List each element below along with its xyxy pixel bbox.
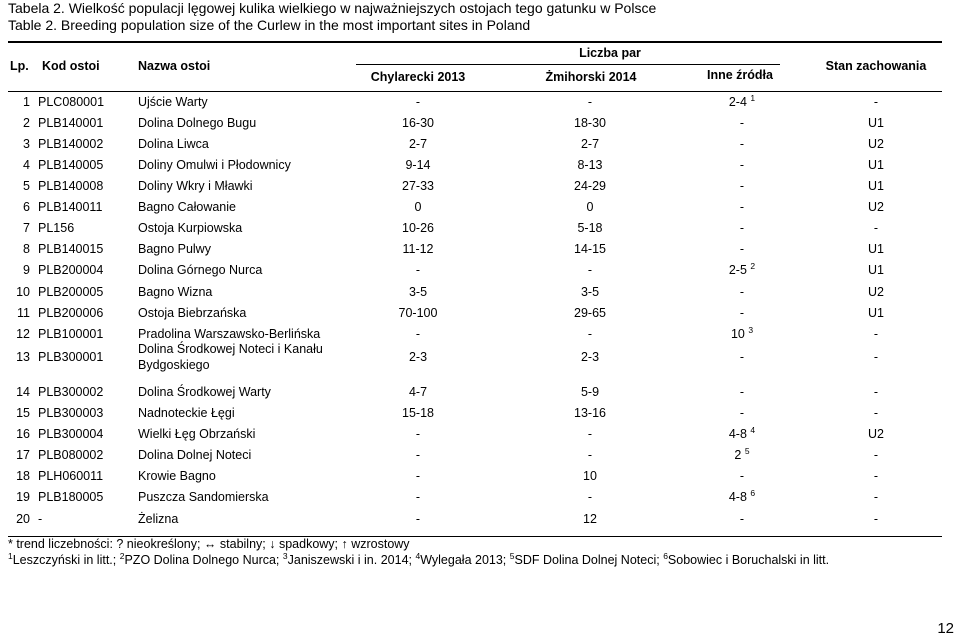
page-number: 12 (937, 620, 954, 637)
cell-lp: 13 (16, 350, 30, 364)
cell-stan-zachowania: - (873, 327, 879, 341)
footnote-marker: 4 (750, 424, 756, 435)
cell-inne-zrodla (700, 385, 784, 399)
inne-value: - (739, 385, 745, 399)
cell-chylarecki-2013: - (415, 263, 421, 277)
cell-inne-zrodla (700, 200, 784, 214)
footnote-marker: 5 (744, 445, 750, 456)
cell-lp: 7 (23, 221, 30, 235)
cell-stan-zachowania: U1 (868, 263, 884, 277)
cell-inne-zrodla (700, 350, 784, 364)
inne-value: - (739, 116, 745, 130)
cell-zmihorski-2014: 13-16 (574, 406, 606, 420)
cell-nazwa-ostoi: Dolina Liwca (138, 137, 209, 151)
cell-kod-ostoi: PLB300002 (38, 385, 104, 399)
cell-chylarecki-2013: 0 (414, 200, 422, 214)
cell-chylarecki-2013: 16-30 (402, 116, 434, 130)
cell-inne-zrodla (700, 406, 784, 420)
cell-inne-zrodla (700, 469, 784, 483)
table-caption-pl: Tabela 2. Wielkość populacji lęgowej kulika wielkiego w najważniejszych ostojach tego gatunku w Polsce (8, 0, 657, 16)
cell-inne-zrodla (700, 92, 784, 109)
inne-value: - (739, 469, 745, 483)
cell-stan-zachowania: U1 (868, 242, 884, 256)
cell-chylarecki-2013: 27-33 (402, 179, 434, 193)
footnote-source: Janiszewski i in. 2014; (287, 553, 412, 567)
cell-chylarecki-2013: - (415, 95, 421, 109)
cell-inne-zrodla (700, 158, 784, 172)
inne-value: 4-8 (728, 427, 747, 441)
footnote-trend: * trend liczebności: ? nieokreślony; ↔ stabilny; ↓ spadkowy; ↑ wzrostowy (8, 537, 410, 551)
footnote-marker: 2 (119, 550, 125, 561)
cell-lp: 15 (16, 406, 30, 420)
footnote-sources (8, 550, 830, 568)
cell-zmihorski-2014: - (587, 263, 593, 277)
cell-nazwa-ostoi: Żelizna (138, 512, 179, 526)
cell-inne-zrodla (700, 285, 784, 299)
cell-kod-ostoi: PLH060011 (38, 469, 104, 483)
cell-stan-zachowania: - (873, 350, 879, 364)
cell-stan-zachowania: U1 (868, 306, 884, 320)
cell-inne-zrodla (700, 221, 784, 235)
cell-stan-zachowania: - (873, 469, 879, 483)
cell-kod-ostoi: PLB140011 (38, 200, 103, 214)
cell-kod-ostoi: PLB200004 (38, 263, 104, 277)
cell-lp: 10 (16, 285, 30, 299)
footnote-source: SDF Dolina Dolnej Noteci; (514, 553, 660, 567)
cell-lp: 11 (17, 306, 30, 320)
cell-stan-zachowania: U1 (868, 158, 884, 172)
inne-value: - (739, 242, 745, 256)
cell-chylarecki-2013: 15-18 (402, 406, 434, 420)
cell-inne-zrodla (700, 137, 784, 151)
cell-lp: 1 (23, 95, 30, 109)
table-caption-en: Table 2. Breeding population size of the Curlew in the most important sites in Poland (8, 17, 531, 33)
cell-lp: 3 (23, 137, 30, 151)
inne-value: 2-4 (728, 95, 747, 109)
inne-value: - (739, 137, 745, 151)
cell-zmihorski-2014: - (587, 448, 593, 462)
footnote-marker: 4 (415, 550, 421, 561)
inne-value: - (739, 158, 745, 172)
cell-nazwa-ostoi: Dolina Środkowej Warty (138, 385, 271, 399)
cell-chylarecki-2013: - (415, 427, 421, 441)
cell-chylarecki-2013: 4-7 (408, 385, 428, 399)
cell-chylarecki-2013: - (415, 448, 421, 462)
footnote-source: Leszczyński in litt.; (12, 553, 117, 567)
footnote-marker: 6 (663, 550, 668, 561)
cell-lp: 8 (23, 242, 30, 256)
footnote-marker: 1 (750, 92, 756, 103)
cell-zmihorski-2014: 18-30 (574, 116, 606, 130)
cell-inne-zrodla (700, 116, 784, 130)
cell-zmihorski-2014: 10 (583, 469, 597, 483)
footnote-source: PZO Dolina Dolnego Nurca; (124, 553, 280, 567)
inne-value: 2-5 (728, 263, 747, 277)
cell-nazwa-ostoi: Krowie Bagno (138, 469, 216, 483)
cell-nazwa-ostoi: Bagno Całowanie (138, 200, 236, 214)
cell-inne-zrodla (700, 512, 784, 526)
cell-inne-zrodla (700, 260, 784, 277)
footnote-marker: 3 (282, 550, 288, 561)
cell-stan-zachowania: U1 (868, 179, 884, 193)
cell-chylarecki-2013: - (415, 469, 421, 483)
cell-kod-ostoi: PLB200005 (38, 285, 104, 299)
footnote-source: Sobowiec i Boruchalski in litt. (667, 553, 830, 567)
inne-value: - (739, 221, 745, 235)
cell-chylarecki-2013: 2-3 (408, 350, 428, 364)
footnote-marker: 6 (750, 487, 756, 498)
cell-kod-ostoi: PLB300004 (38, 427, 104, 441)
cell-kod-ostoi: PLB080002 (38, 448, 104, 462)
cell-stan-zachowania: U2 (868, 285, 884, 299)
header-group-rule (356, 64, 780, 65)
cell-zmihorski-2014: 24-29 (574, 179, 606, 193)
inne-value: 2 (734, 448, 742, 462)
cell-zmihorski-2014: 14-15 (574, 242, 606, 256)
cell-inne-zrodla (700, 242, 784, 256)
inne-value: - (739, 179, 745, 193)
cell-zmihorski-2014: 12 (583, 512, 597, 526)
cell-inne-zrodla (700, 324, 784, 341)
header-inne-zrodla: Inne źródła (707, 68, 773, 82)
cell-stan-zachowania: U1 (868, 116, 884, 130)
header-lp: Lp. (10, 59, 29, 73)
cell-nazwa-ostoi: Dolina Środkowej Noteci i Kanału (138, 342, 323, 356)
cell-lp: 6 (23, 200, 30, 214)
header-liczba-par: Liczba par (579, 46, 641, 60)
cell-lp: 14 (16, 385, 30, 399)
inne-value: - (739, 512, 745, 526)
inne-value: 10 (730, 327, 745, 341)
cell-inne-zrodla (700, 306, 784, 320)
inne-value: - (739, 306, 745, 320)
cell-nazwa-ostoi: Pradolina Warszawsko-Berlińska (138, 327, 321, 341)
cell-stan-zachowania: - (873, 448, 879, 462)
cell-kod-ostoi: PL156 (38, 221, 75, 235)
cell-stan-zachowania: - (873, 406, 879, 420)
inne-value: - (739, 285, 745, 299)
cell-nazwa-ostoi: Ostoja Kurpiowska (138, 221, 243, 235)
cell-nazwa-ostoi: Doliny Omulwi i Płodownicy (138, 158, 291, 172)
cell-zmihorski-2014: - (587, 95, 593, 109)
cell-lp: 2 (23, 116, 30, 130)
cell-nazwa-ostoi: Bagno Wizna (138, 285, 213, 299)
cell-kod-ostoi: PLB180005 (38, 490, 104, 504)
cell-nazwa-ostoi: Puszcza Sandomierska (138, 490, 269, 504)
cell-zmihorski-2014: - (587, 427, 593, 441)
cell-kod-ostoi: PLB140001 (38, 116, 104, 130)
cell-kod-ostoi: PLC080001 (38, 95, 105, 109)
cell-zmihorski-2014: 8-13 (577, 158, 603, 172)
cell-lp: 20 (16, 512, 30, 526)
cell-inne-zrodla (700, 179, 784, 193)
cell-nazwa-ostoi: Dolina Dolnego Bugu (138, 116, 257, 130)
header-kod-ostoi: Kod ostoi (42, 59, 100, 73)
cell-nazwa-ostoi: Nadnoteckie Łęgi (138, 406, 235, 420)
cell-lp: 18 (16, 469, 30, 483)
cell-stan-zachowania: - (873, 490, 879, 504)
cell-stan-zachowania: U2 (868, 427, 884, 441)
footnote-marker: 2 (750, 260, 756, 271)
cell-stan-zachowania: - (873, 385, 879, 399)
cell-nazwa-ostoi: Dolina Górnego Nurca (138, 263, 263, 277)
cell-inne-zrodla (700, 445, 784, 462)
cell-zmihorski-2014: 5-9 (580, 385, 600, 399)
cell-kod-ostoi: - (38, 512, 43, 526)
inne-value: 4-8 (728, 490, 747, 504)
cell-kod-ostoi: PLB140008 (38, 179, 104, 193)
footnote-marker: 1 (8, 550, 13, 561)
cell-nazwa-ostoi-line2: Bydgoskiego (138, 358, 210, 372)
cell-chylarecki-2013: 70-100 (398, 306, 438, 320)
cell-nazwa-ostoi: Dolina Dolnej Noteci (138, 448, 252, 462)
cell-chylarecki-2013: - (415, 327, 421, 341)
table-top-rule (8, 41, 942, 43)
cell-lp: 16 (16, 427, 30, 441)
cell-chylarecki-2013: 9-14 (405, 158, 431, 172)
cell-zmihorski-2014: 2-7 (580, 137, 600, 151)
cell-lp: 19 (16, 490, 30, 504)
inne-value: - (739, 350, 745, 364)
header-zmihorski-2014: Żmihorski 2014 (545, 70, 637, 84)
header-stan-zachowania: Stan zachowania (825, 59, 927, 73)
cell-chylarecki-2013: 3-5 (408, 285, 428, 299)
cell-stan-zachowania: U2 (868, 200, 884, 214)
cell-zmihorski-2014: - (587, 327, 593, 341)
cell-kod-ostoi: PLB140005 (38, 158, 104, 172)
cell-inne-zrodla (700, 424, 784, 441)
cell-nazwa-ostoi: Ostoja Biebrzańska (138, 306, 247, 320)
cell-chylarecki-2013: - (415, 490, 421, 504)
cell-stan-zachowania: - (873, 95, 879, 109)
cell-zmihorski-2014: 29-65 (574, 306, 606, 320)
cell-stan-zachowania: - (873, 512, 879, 526)
cell-zmihorski-2014: 3-5 (580, 285, 600, 299)
cell-chylarecki-2013: 10-26 (402, 221, 434, 235)
cell-kod-ostoi: PLB300003 (38, 406, 104, 420)
header-nazwa-ostoi: Nazwa ostoi (138, 59, 211, 73)
cell-stan-zachowania: - (873, 221, 879, 235)
footnote-marker: 3 (748, 324, 754, 335)
cell-chylarecki-2013: 2-7 (408, 137, 428, 151)
cell-zmihorski-2014: 5-18 (577, 221, 603, 235)
inne-value: - (739, 200, 745, 214)
cell-chylarecki-2013: 11-12 (402, 242, 434, 256)
table-header-rule (8, 91, 942, 92)
cell-nazwa-ostoi: Doliny Wkry i Mławki (138, 179, 253, 193)
cell-nazwa-ostoi: Wielki Łęg Obrzański (138, 427, 256, 441)
cell-kod-ostoi: PLB100001 (38, 327, 104, 341)
footnote-marker: 5 (509, 550, 515, 561)
cell-chylarecki-2013: - (415, 512, 421, 526)
cell-stan-zachowania: U2 (868, 137, 884, 151)
header-chylarecki-2013: Chylarecki 2013 (370, 70, 466, 84)
cell-lp: 17 (16, 448, 30, 462)
cell-lp: 9 (23, 263, 30, 277)
cell-lp: 12 (16, 327, 30, 341)
cell-lp: 5 (23, 179, 30, 193)
cell-kod-ostoi: PLB140015 (38, 242, 104, 256)
cell-lp: 4 (23, 158, 30, 172)
cell-kod-ostoi: PLB200006 (38, 306, 104, 320)
cell-nazwa-ostoi: Ujście Warty (138, 95, 208, 109)
footnote-source: Wylegała 2013; (420, 553, 507, 567)
cell-inne-zrodla (700, 487, 784, 504)
cell-zmihorski-2014: 2-3 (580, 350, 600, 364)
cell-zmihorski-2014: 0 (586, 200, 594, 214)
cell-kod-ostoi: PLB140002 (38, 137, 104, 151)
inne-value: - (739, 406, 745, 420)
cell-kod-ostoi: PLB300001 (38, 350, 104, 364)
cell-zmihorski-2014: - (587, 490, 593, 504)
cell-nazwa-ostoi: Bagno Pulwy (138, 242, 211, 256)
